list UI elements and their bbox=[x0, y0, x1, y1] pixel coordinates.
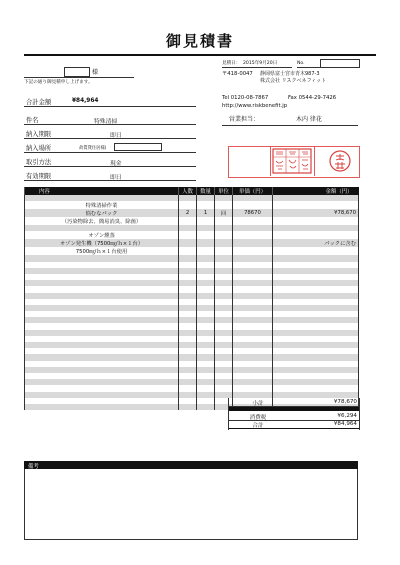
cell-unit-price bbox=[233, 239, 273, 247]
col-header-content: 内容 bbox=[25, 187, 179, 195]
cell-unit bbox=[215, 239, 233, 247]
recipient-name-box bbox=[64, 67, 90, 77]
cell-unit: 回 bbox=[215, 209, 233, 217]
col-header-unit-price: 単価（円） bbox=[233, 187, 273, 195]
cell-quantity bbox=[197, 231, 215, 239]
cell-content: 7500㎎/ｈ×１台使用 bbox=[25, 247, 179, 255]
sales-rep-underline bbox=[222, 125, 358, 126]
cell-content: オゾン発生機（7500㎎/ｈ×１台） bbox=[25, 239, 179, 247]
subtotal-row bbox=[229, 398, 359, 407]
company-url[interactable]: http://www.riskbenefit.jp bbox=[222, 103, 288, 109]
col-header-amount: 金額（円） bbox=[273, 187, 359, 195]
field-payment-method bbox=[24, 156, 196, 167]
field-value: 故賃貸住居様( bbox=[79, 145, 107, 151]
cell-people bbox=[179, 404, 197, 410]
recipient-honorific: 様 bbox=[92, 69, 99, 76]
stamp-divider-2 bbox=[314, 146, 315, 176]
cell-unit bbox=[215, 247, 233, 255]
cell-unit-price bbox=[233, 231, 273, 239]
cell-unit bbox=[215, 231, 233, 239]
cell-people bbox=[179, 201, 197, 209]
items-table bbox=[24, 187, 359, 410]
field-value: 現金 bbox=[110, 160, 122, 167]
cell-people bbox=[179, 231, 197, 239]
cell-people bbox=[179, 247, 197, 255]
cell-amount bbox=[273, 217, 359, 225]
no-label: No. bbox=[297, 61, 305, 66]
cell-quantity: 1 bbox=[197, 209, 215, 217]
grand-total-label: 合計 bbox=[252, 423, 264, 429]
field-label: 有効期限 bbox=[26, 173, 52, 180]
field-value: ¥84,964 bbox=[72, 97, 99, 104]
cell-unit bbox=[215, 201, 233, 209]
notes-header bbox=[24, 461, 358, 469]
field-value: 即日 bbox=[110, 174, 122, 181]
cell-people: 2 bbox=[179, 209, 197, 217]
cell-content: オゾン燻蒸 bbox=[25, 231, 179, 239]
cell-content: （汚染物除去、簡易消臭、除菌） bbox=[25, 217, 179, 225]
col-header-unit: 単位 bbox=[215, 187, 233, 195]
cell-people bbox=[179, 239, 197, 247]
company-tel: Tel 0120-08-7867 bbox=[222, 95, 269, 101]
field-valid-until bbox=[24, 170, 196, 181]
company-seal bbox=[270, 147, 314, 175]
cell-amount bbox=[273, 231, 359, 239]
notes-body bbox=[24, 469, 358, 540]
date-value: 2015年9月20日 bbox=[243, 61, 278, 66]
company-fax: Fax 0544-29-7426 bbox=[288, 95, 337, 101]
table-row bbox=[25, 239, 359, 247]
field-value: 特殊清掃 bbox=[94, 118, 118, 125]
totals-block bbox=[228, 398, 360, 430]
sales-rep-name: 木内 律花 bbox=[296, 116, 322, 123]
delivery-place-redaction bbox=[114, 143, 162, 151]
cell-quantity bbox=[197, 404, 215, 410]
page-title: 御見積書 bbox=[165, 32, 234, 50]
grand-total-row bbox=[229, 420, 359, 429]
field-label: 納入場所 bbox=[26, 145, 52, 152]
recipient-note: 下記の通り御見積申し上げます。 bbox=[24, 80, 93, 85]
tax-value: ¥6,294 bbox=[337, 413, 357, 419]
company-name: 株式会社 リスクベネフィット bbox=[260, 78, 327, 84]
no-underline bbox=[297, 67, 358, 68]
subtotal-label: 小計 bbox=[252, 401, 264, 407]
cell-amount bbox=[273, 201, 359, 209]
field-total-amount bbox=[24, 96, 196, 107]
field-label: 件名 bbox=[26, 117, 39, 124]
cell-unit-price bbox=[233, 247, 273, 255]
subtotal-value: ¥78,670 bbox=[333, 399, 357, 405]
notes-header-label: 備考 bbox=[28, 464, 39, 470]
field-delivery-deadline bbox=[24, 128, 196, 139]
field-delivery-place bbox=[24, 142, 196, 153]
cell-content: 特殊清掃作業 bbox=[25, 201, 179, 209]
field-value: 即日 bbox=[110, 132, 122, 139]
table-row bbox=[25, 217, 359, 225]
col-header-quantity: 数量 bbox=[197, 187, 215, 195]
cell-amount: パックに含む bbox=[273, 239, 359, 247]
personal-seal bbox=[328, 149, 352, 173]
cell-amount: ¥78,670 bbox=[273, 209, 359, 217]
grand-total-value: ¥84,964 bbox=[333, 421, 357, 427]
cell-unit bbox=[215, 217, 233, 225]
table-row bbox=[25, 247, 359, 255]
field-label: 納入期限 bbox=[26, 131, 52, 138]
table-header-row bbox=[25, 187, 359, 195]
table-row bbox=[25, 209, 359, 217]
table-row bbox=[25, 201, 359, 209]
field-subject bbox=[24, 114, 196, 125]
date-label: 見積日： bbox=[222, 61, 241, 66]
cell-quantity bbox=[197, 201, 215, 209]
cell-unit-price bbox=[233, 201, 273, 209]
company-address: 静岡県富士宮市青木987-3 bbox=[260, 71, 320, 77]
field-label: 合計金額 bbox=[26, 99, 52, 106]
cell-quantity bbox=[197, 247, 215, 255]
title-divider bbox=[24, 54, 376, 56]
cell-content: 悩むなパック bbox=[25, 209, 179, 217]
field-label: 取引方法 bbox=[26, 159, 52, 166]
date-underline bbox=[222, 67, 292, 68]
col-header-people: 人数 bbox=[179, 187, 197, 195]
cell-quantity bbox=[197, 217, 215, 225]
company-postal: 〒418-0047 bbox=[222, 71, 253, 77]
cell-quantity bbox=[197, 239, 215, 247]
recipient-underline bbox=[24, 77, 134, 78]
cell-people bbox=[179, 217, 197, 225]
table-row bbox=[25, 231, 359, 239]
tax-label: 消費税 bbox=[249, 415, 267, 421]
cell-content bbox=[25, 404, 179, 410]
totals-separator bbox=[229, 407, 359, 411]
cell-unit-price: 78670 bbox=[233, 209, 273, 217]
cell-unit-price bbox=[233, 217, 273, 225]
sales-rep-label: 営業担当： bbox=[229, 116, 260, 123]
cell-amount bbox=[273, 247, 359, 255]
